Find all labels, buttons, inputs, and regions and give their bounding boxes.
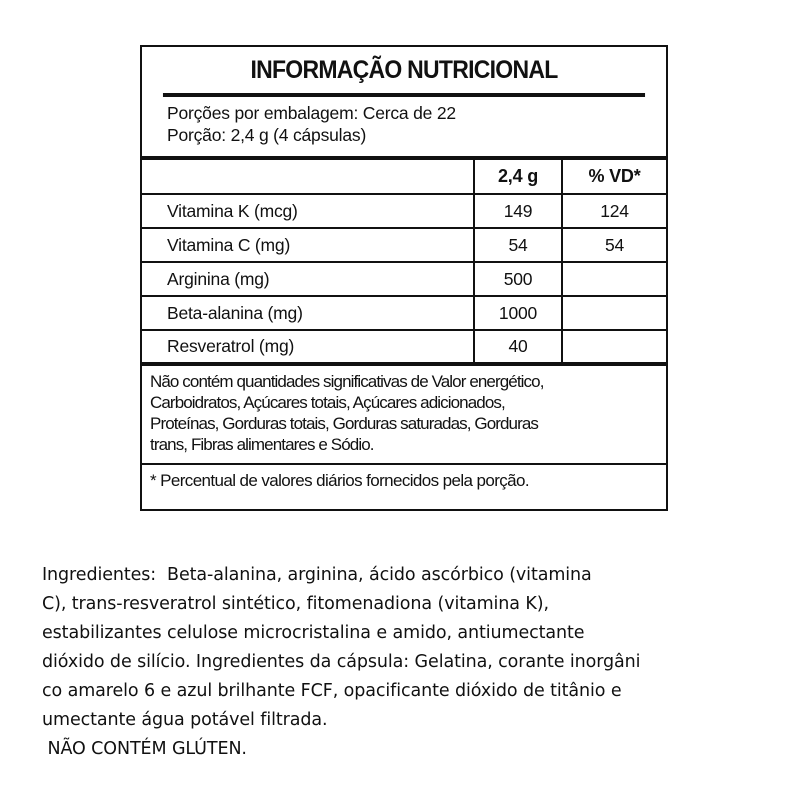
nutrient-daily-value [562, 296, 666, 330]
ingredients-line: estabilizantes celulose microcristalina e amido, antiumectante [42, 623, 585, 643]
gluten-notice: NÃO CONTÉM GLÚTEN. [42, 739, 247, 759]
nutrition-facts-label [140, 45, 668, 511]
ingredients-line: umectante água potável filtrada. [42, 710, 328, 730]
daily-value-footnote: * Percentual de valores diários fornecidos pela porção. [150, 471, 530, 490]
nutrient-amount: 1000 [474, 296, 562, 330]
disclaimer-line: Não contém quantidades significativas de Valor energético, [150, 372, 544, 391]
nutrient-name: Vitamina K (mcg) [142, 194, 474, 228]
disclaimer-line: trans, Fibras alimentares e Sódio. [150, 435, 374, 454]
nutrient-table [142, 160, 666, 366]
ingredients-line: dióxido de silício. Ingredientes da cápsula: Gelatina, corante inorgâni [42, 652, 641, 672]
column-header-nutrient [142, 160, 474, 194]
nutrient-daily-value: 54 [562, 228, 666, 262]
servings-per-package: Porções por embalagem: Cerca de 22 [167, 103, 456, 123]
disclaimer [142, 366, 666, 465]
nutrient-amount: 54 [474, 228, 562, 262]
nutrient-name: Vitamina C (mg) [142, 228, 474, 262]
disclaimer-line: Proteínas, Gorduras totais, Gorduras saturadas, Gorduras [150, 414, 539, 433]
nutrient-daily-value [562, 330, 666, 364]
table-header-row [142, 160, 666, 194]
table-row [142, 228, 666, 262]
table-row [142, 330, 666, 364]
nutrient-name: Beta-alanina (mg) [142, 296, 474, 330]
label-title: INFORMAÇÃO NUTRICIONAL [163, 47, 645, 97]
column-header-amount: 2,4 g [474, 160, 562, 194]
ingredients-text [42, 561, 782, 764]
nutrient-name: Resveratrol (mg) [142, 330, 474, 364]
nutrient-amount: 500 [474, 262, 562, 296]
table-row [142, 194, 666, 228]
ingredients-line: C), trans-resveratrol sintético, fitomenadiona (vitamina K), [42, 594, 549, 614]
serving-size: Porção: 2,4 g (4 cápsulas) [167, 125, 367, 145]
ingredients-line: Ingredientes: Beta-alanina, arginina, ácido ascórbico (vitamina [42, 565, 592, 585]
nutrient-name: Arginina (mg) [142, 262, 474, 296]
disclaimer-line: Carboidratos, Açúcares totais, Açúcares adicionados, [150, 393, 505, 412]
nutrient-daily-value [562, 262, 666, 296]
ingredients-line: co amarelo 6 e azul brilhante FCF, opacificante dióxido de titânio e [42, 681, 622, 701]
nutrient-amount: 40 [474, 330, 562, 364]
table-row [142, 296, 666, 330]
table-row [142, 262, 666, 296]
nutrient-amount: 149 [474, 194, 562, 228]
nutrient-daily-value: 124 [562, 194, 666, 228]
column-header-daily-value: % VD* [562, 160, 666, 194]
serving-info [142, 97, 666, 160]
